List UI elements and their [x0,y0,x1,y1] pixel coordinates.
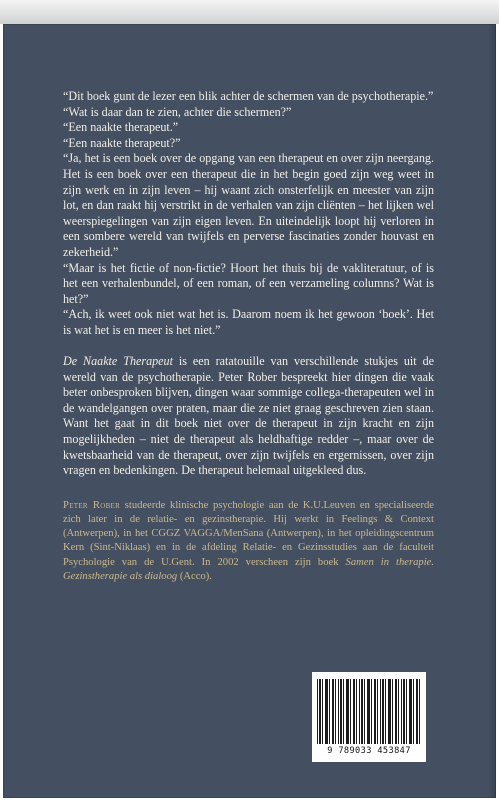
quote-line-5: “Ja, het is een boek over de opgang van een therapeut en over zijn neergang. Het is een boek over een therapeut die in het begin goed zijn weg weet in zijn werk en in zijn leven – hij waant zich onsterfelijk en meester van zijn lot, en dan raakt hij verstrikt in de verhalen van zijn cliënten – het lijken wel weerspiegelingen van zijn eigen leven. En uiteindelijk loopt hij verloren in een sombere wereld van twijfels en perverse fascinaties zonder houvast en zekerheid.” [63,151,434,259]
blurb-paragraph [63,354,434,479]
quote-line-6: “Maar is het fictie of non-fictie? Hoort het thuis bij de vakliteratuur, of is het een verhalenbundel, of een roman, of een verzameling columns? Wat is het?” [63,260,434,306]
cover-text [63,89,434,584]
barcode-number: 9 789033 453847 [327,746,411,756]
barcode [312,672,426,762]
barcode-bars [317,679,421,744]
quote-line-3: “Een naakte therapeut.” [63,120,179,135]
quote-line-4: “Een naakte therapeut?” [63,135,181,150]
blurb-book-title: De Naakte Therapeut [63,354,173,368]
author-bio [63,499,434,584]
bio-text: studeerde klinische psychologie aan de K.U.Leuven en specialiseerde zich later in de relatie- en gezinstherapie. Hij werkt in Feelings & Context (Antwerpen), in het CGGZ VAGGA/MenSana (Antwerpen), in het opleidingscentrum Kern (Sint-Niklaas) en in de afdeling Relatie- en Gezinsstudies aan de faculteit Psychologie van de U.Gent. In 2002 verscheen zijn boek [63,499,434,568]
bio-book-title: Samen in therapie. Gezinstherapie als dialoog [63,556,434,582]
quote-line-1: “Dit boek gunt de lezer een blik achter de schermen van de psychotherapie.” [63,89,434,103]
quote-line-7: “Ach, ik weet ook niet wat het is. Daarom noem ik het gewoon ‘boek’. Het is wat het is en meer is het niet.” [63,307,434,337]
quote-line-2: “Wat is daar dan te zien, achter die schermen?” [63,104,292,119]
author-name: Peter Rober [63,499,121,511]
blurb-text: is een ratatouille van verschillende stukjes uit de wereld van de psychotherapie. Peter Rober bespreekt hier dingen die vaak beter onbesproken blijven, dingen waar sommige collega-therapeuten wel in de wandelgangen over praten, maar die ze niet graag geschreven zien staan. Want het gaat in dit boek niet over de therapeut in zijn kracht en zijn mogelijkheden – niet de therapeut als heldhaftige redder –, maar over de kwetsbaarheid van de therapeut, over zijn twijfels en ergernissen, over zijn vragen en bedenkingen. De therapeut helemaal uitgekleed dus. [63,354,434,478]
cover-top-edge [0,0,499,24]
bio-publisher: (Acco). [177,570,212,582]
